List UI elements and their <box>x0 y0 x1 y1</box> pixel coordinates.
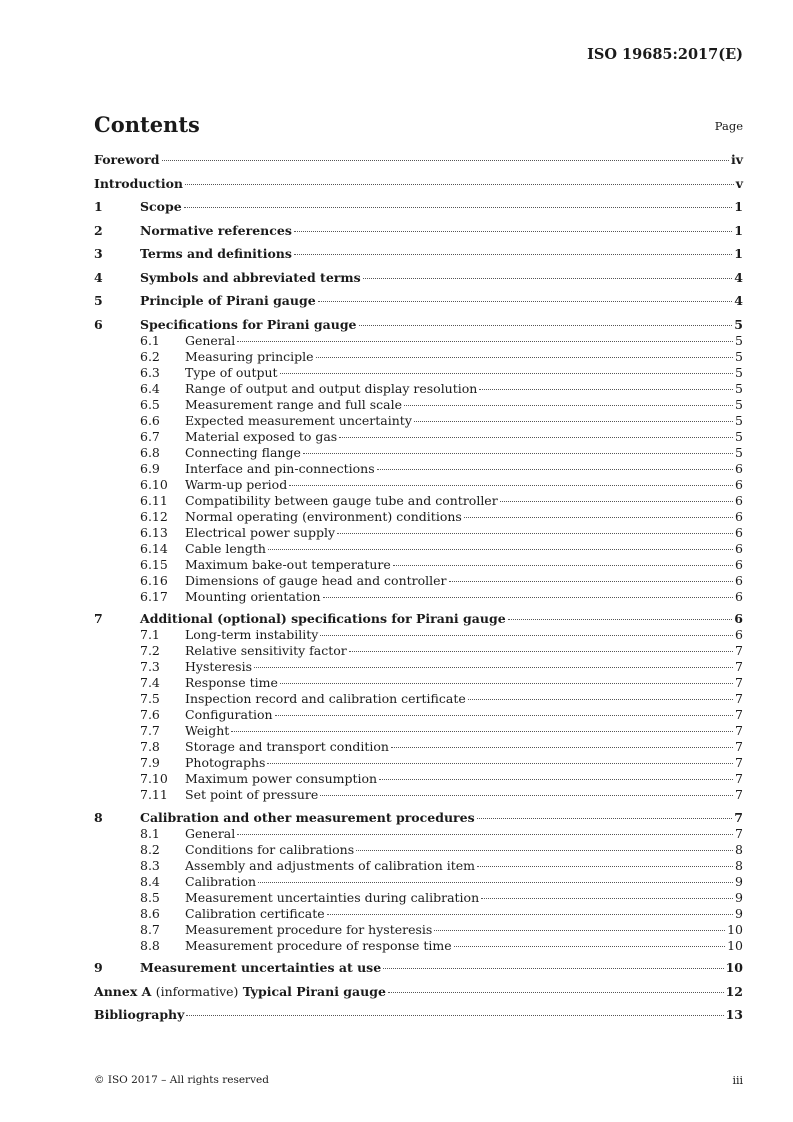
dot-leader <box>337 533 733 534</box>
toc-entry-number: 6.4 <box>140 380 160 396</box>
toc-entry-number: 8.8 <box>140 937 160 953</box>
dot-leader <box>162 160 729 161</box>
toc-entry[interactable] <box>94 675 743 691</box>
toc-entry-page: 4 <box>734 269 743 285</box>
toc-entry[interactable] <box>94 707 743 723</box>
toc-entry-page: 5 <box>735 364 743 380</box>
dot-leader <box>363 278 733 279</box>
toc-entry-title: Material exposed to gas <box>185 428 338 444</box>
toc-entry-title: General <box>185 825 236 841</box>
toc-entry-page: 13 <box>725 1007 743 1022</box>
toc-entry-number: 2 <box>94 222 103 238</box>
toc-entry[interactable] <box>94 509 743 525</box>
toc-entry-page: 6 <box>735 540 743 556</box>
toc-entry-number: 7.9 <box>140 755 160 770</box>
dot-leader <box>267 763 733 764</box>
toc-entry[interactable] <box>94 525 743 541</box>
dot-leader <box>477 866 733 867</box>
toc-entry[interactable] <box>94 589 743 605</box>
toc-entry-title: Assembly and adjustments of calibration item <box>185 857 475 873</box>
toc-entry-number: 6.17 <box>140 588 168 604</box>
toc-entry-title: Maximum bake-out temperature <box>185 556 391 572</box>
toc-entry-title: Specifications for Pirani gauge <box>140 316 357 332</box>
toc-entry-number: 7.8 <box>140 739 160 754</box>
toc-entry-page: 1 <box>734 246 743 261</box>
toc-entry[interactable] <box>94 445 743 461</box>
dot-leader <box>391 747 733 748</box>
toc-entry-title: Long-term instability <box>185 627 319 642</box>
toc-entry[interactable] <box>94 659 743 675</box>
toc-entry[interactable] <box>94 573 743 589</box>
toc-entry-page: 7 <box>735 659 743 674</box>
toc-entry-title: Inspection record and calibration certificate <box>185 691 466 706</box>
contents-title: Contents <box>94 112 200 137</box>
toc-entry[interactable] <box>94 349 743 365</box>
page-number-footer: iii <box>732 1074 743 1087</box>
toc-entry[interactable] <box>94 984 743 1004</box>
dot-leader <box>280 683 733 684</box>
toc-entry[interactable] <box>94 787 743 803</box>
toc-entry-title: Measuring principle <box>185 348 314 364</box>
toc-entry-number: 6.9 <box>140 460 160 476</box>
toc-entry-page: 5 <box>735 348 743 364</box>
toc-entry-page: 9 <box>735 889 743 905</box>
toc-entry-title: Maximum power consumption <box>185 771 378 786</box>
toc-entry[interactable] <box>94 739 743 755</box>
toc-entry-title: Normal operating (environment) conditions <box>185 508 462 524</box>
toc-entry-number: 7.6 <box>140 707 160 722</box>
toc-entry-page: 9 <box>735 905 743 921</box>
toc-entry-page: 6 <box>735 627 743 642</box>
toc-entry-number: 6.7 <box>140 428 160 444</box>
toc-entry[interactable] <box>94 906 743 922</box>
toc-entry[interactable] <box>94 270 743 290</box>
toc-entry-title: Expected measurement uncertainty <box>185 412 412 428</box>
toc-entry[interactable] <box>94 557 743 573</box>
dot-leader <box>481 898 733 899</box>
toc-entry-number: 8.6 <box>140 905 160 921</box>
toc-entry-title: Scope <box>140 199 182 214</box>
toc-entry-number: 7.3 <box>140 659 160 674</box>
toc-entry-number: 8.3 <box>140 857 160 873</box>
toc-entry[interactable] <box>94 874 743 890</box>
dot-leader <box>393 565 733 566</box>
toc-entry-page: 10 <box>727 921 743 937</box>
toc-entry-title: Conditions for calibrations <box>185 841 355 857</box>
toc-entry[interactable] <box>94 365 743 381</box>
dot-leader <box>508 619 733 620</box>
toc-entry-page: 6 <box>735 508 743 524</box>
toc-entry-page: 7 <box>735 787 743 802</box>
toc-entry-page: 6 <box>734 611 743 626</box>
toc-entry-title: Normative references <box>140 222 292 238</box>
dot-leader <box>258 882 733 883</box>
toc-entry-number: 7.4 <box>140 675 160 690</box>
toc-entry-number: 6.13 <box>140 524 168 540</box>
dot-leader <box>388 992 724 993</box>
dot-leader <box>323 597 734 598</box>
toc-entry[interactable] <box>94 723 743 739</box>
toc-entry-page: 6 <box>735 556 743 572</box>
toc-entry-number: 8.1 <box>140 825 160 841</box>
toc-entry-page: 5 <box>735 332 743 348</box>
toc-entry[interactable] <box>94 755 743 771</box>
toc-entry-page: 5 <box>735 380 743 396</box>
toc-entry-number: 6.3 <box>140 364 160 380</box>
toc-entry-number: 7.10 <box>140 771 168 786</box>
dot-leader <box>449 581 734 582</box>
toc-entry-number: 4 <box>94 269 103 285</box>
toc-entry-number: 8.2 <box>140 841 160 857</box>
dot-leader <box>500 501 733 502</box>
toc-entry-page: 7 <box>735 825 743 841</box>
toc-entry-page: 5 <box>735 396 743 412</box>
toc-entry-number: 6.12 <box>140 508 168 524</box>
toc-entry-page: 7 <box>735 691 743 706</box>
dot-leader <box>379 779 733 780</box>
toc-entry-number: 6.2 <box>140 348 160 364</box>
toc-entry-title: Connecting flange <box>185 444 301 460</box>
toc-entry-number: 5 <box>94 293 103 308</box>
toc-entry-page: 8 <box>735 841 743 857</box>
toc-entry-title: Storage and transport condition <box>185 739 389 754</box>
dot-leader <box>275 715 733 716</box>
toc-entry-page: 7 <box>735 675 743 690</box>
dot-leader <box>254 667 733 668</box>
toc-entry[interactable] <box>94 691 743 707</box>
toc-entry[interactable] <box>94 890 743 906</box>
toc-entry-title: Measurement procedure of response time <box>185 937 452 953</box>
toc-entry-page: 6 <box>735 476 743 492</box>
toc-entry-number: 7.1 <box>140 627 160 642</box>
toc-entry[interactable] <box>94 858 743 874</box>
dot-leader <box>231 731 733 732</box>
toc-entry[interactable] <box>94 960 743 980</box>
dot-leader <box>434 930 725 931</box>
dot-leader <box>289 485 733 486</box>
toc-entry-title: Calibration and other measurement procedures <box>140 809 475 825</box>
page-column-label: Page <box>714 119 743 133</box>
toc-entry-title-rest: Typical Pirani gauge <box>242 983 386 999</box>
toc-entry-page: 7 <box>735 643 743 658</box>
toc-entry-number: 6.8 <box>140 444 160 460</box>
toc-entry[interactable] <box>94 771 743 787</box>
toc-entry[interactable] <box>94 1007 743 1027</box>
toc-entry-number: 8.5 <box>140 889 160 905</box>
toc-entry[interactable] <box>94 429 743 445</box>
toc-entry-number: 6.15 <box>140 556 168 572</box>
toc-entry-page: 7 <box>735 739 743 754</box>
dot-leader <box>356 850 733 851</box>
toc-entry-page: 1 <box>734 222 743 238</box>
dot-leader <box>316 357 734 358</box>
toc-entry-number: 7 <box>94 611 103 626</box>
toc-entry-page: 5 <box>734 316 743 332</box>
toc-entry-title: Response time <box>185 675 278 690</box>
toc-entry-number: 6.16 <box>140 572 168 588</box>
toc-entry-title: Terms and definitions <box>140 246 292 261</box>
dot-leader <box>268 549 733 550</box>
toc-entry-page: 6 <box>735 572 743 588</box>
toc-entry[interactable] <box>94 176 743 196</box>
toc-entry-number: 8 <box>94 809 103 825</box>
toc-entry[interactable] <box>94 842 743 858</box>
toc-entry-page: v <box>735 175 743 191</box>
toc-entry-title: Measurement uncertainties at use <box>140 960 382 975</box>
toc-entry-page: 7 <box>734 809 743 825</box>
toc-entry-title: Set point of pressure <box>185 787 319 802</box>
toc-entry-title: Configuration <box>185 707 273 722</box>
toc-entry[interactable] <box>94 627 743 643</box>
dot-leader <box>383 968 723 969</box>
toc-entry-title: Compatibility between gauge tube and controller <box>185 492 498 508</box>
toc-entry-page: 6 <box>735 492 743 508</box>
toc-entry-page: iv <box>730 152 743 167</box>
copyright-footer: © ISO 2017 – All rights reserved <box>94 1074 269 1086</box>
toc-entry-page: 6 <box>735 460 743 476</box>
dot-leader <box>404 405 733 406</box>
toc-entry-title: Measurement uncertainties during calibration <box>185 889 480 905</box>
dot-leader <box>414 421 733 422</box>
toc-entry-page: 5 <box>735 444 743 460</box>
toc-entry-page: 4 <box>734 293 743 308</box>
toc-entry[interactable] <box>94 223 743 243</box>
toc-entry[interactable] <box>94 246 743 266</box>
dot-leader <box>186 1015 723 1016</box>
toc-entry-number: 6.10 <box>140 476 168 492</box>
toc-entry-title: Electrical power supply <box>185 524 336 540</box>
toc-entry-title: Calibration <box>185 873 257 889</box>
toc-entry-title: Principle of Pirani gauge <box>140 293 316 308</box>
toc-entry-title: Measurement range and full scale <box>185 396 403 412</box>
dot-leader <box>479 389 733 390</box>
dot-leader <box>468 699 733 700</box>
toc-entry-page: 7 <box>735 755 743 770</box>
toc-entry-title: Warm-up period <box>185 476 288 492</box>
toc-entry-title-note: (informative) <box>155 983 239 999</box>
toc-entry-number: 6.6 <box>140 412 160 428</box>
toc-entry-number: 6.14 <box>140 540 168 556</box>
dot-leader <box>454 946 725 947</box>
dot-leader <box>320 635 733 636</box>
dot-leader <box>185 184 734 185</box>
dot-leader <box>237 834 733 835</box>
toc-entry-number: 7.2 <box>140 643 160 658</box>
toc-entry-number: 3 <box>94 246 103 261</box>
toc-entry-title: Calibration certificate <box>185 905 325 921</box>
toc-entry-title: Hysteresis <box>185 659 252 674</box>
dot-leader <box>339 437 733 438</box>
toc-entry-page: 7 <box>735 771 743 786</box>
toc-entry-page: 8 <box>735 857 743 873</box>
standard-id: ISO 19685:2017(E) <box>587 46 743 63</box>
toc-entry[interactable] <box>94 541 743 557</box>
toc-entry-title: Introduction <box>94 175 184 191</box>
toc-entry[interactable] <box>94 199 743 219</box>
dot-leader <box>294 254 732 255</box>
toc-entry-title <box>94 984 386 999</box>
dot-leader <box>327 914 733 915</box>
toc-entry-title: Type of output <box>185 364 278 380</box>
toc-entry[interactable] <box>94 413 743 429</box>
toc-entry-number: 7.5 <box>140 691 160 706</box>
dot-leader <box>318 301 733 302</box>
toc-entry-title: Range of output and output display resolution <box>185 380 478 396</box>
toc-entry-page: 9 <box>735 873 743 889</box>
toc-entry-title-main: Annex A <box>94 983 152 999</box>
dot-leader <box>303 453 733 454</box>
toc-entry-title: General <box>185 332 236 348</box>
toc-entry-title: Cable length <box>185 540 266 556</box>
dot-leader <box>359 325 733 326</box>
toc-entry-page: 7 <box>735 723 743 738</box>
dot-leader <box>280 373 733 374</box>
toc-entry-number: 6.5 <box>140 396 160 412</box>
toc-entry-page: 5 <box>735 412 743 428</box>
dot-leader <box>294 231 732 232</box>
toc-entry-number: 7.11 <box>140 787 168 802</box>
toc-entry[interactable] <box>94 826 743 842</box>
toc-entry[interactable] <box>94 922 743 938</box>
toc-entry-number: 8.7 <box>140 921 160 937</box>
toc-entry-number: 6.1 <box>140 332 160 348</box>
dot-leader <box>184 207 733 208</box>
toc-entry[interactable] <box>94 493 743 509</box>
toc-entry-title: Relative sensitivity factor <box>185 643 347 658</box>
toc-entry-number: 9 <box>94 960 103 975</box>
toc-entry-page: 12 <box>725 983 743 999</box>
toc-entry-page: 10 <box>725 960 743 975</box>
toc-entry-title: Mounting orientation <box>185 588 321 604</box>
toc-entry-page: 5 <box>735 428 743 444</box>
toc-entry[interactable] <box>94 397 743 413</box>
toc-entry[interactable] <box>94 477 743 493</box>
toc-entry-title: Additional (optional) specifications for Pirani gauge <box>140 611 506 626</box>
toc-entry[interactable] <box>94 461 743 477</box>
toc-entry-title: Foreword <box>94 152 160 167</box>
toc-entry-number: 8.4 <box>140 873 160 889</box>
dot-leader <box>464 517 733 518</box>
toc-entry-title: Interface and pin-connections <box>185 460 375 476</box>
dot-leader <box>237 341 733 342</box>
toc-entry-number: 1 <box>94 199 103 214</box>
toc-entry[interactable] <box>94 381 743 397</box>
toc-entry-page: 10 <box>727 937 743 953</box>
toc-entry-page: 7 <box>735 707 743 722</box>
toc-entry-title: Weight <box>185 723 230 738</box>
toc-entry[interactable] <box>94 643 743 659</box>
toc-entry-title: Measurement procedure for hysteresis <box>185 921 433 937</box>
toc-entry[interactable] <box>94 293 743 313</box>
dot-leader <box>377 469 733 470</box>
toc-entry-page: 1 <box>734 199 743 214</box>
dot-leader <box>320 795 733 796</box>
toc-entry[interactable] <box>94 152 743 172</box>
toc-entry-title: Bibliography <box>94 1007 185 1022</box>
dot-leader <box>349 651 733 652</box>
toc-entry-title: Dimensions of gauge head and controller <box>185 572 447 588</box>
toc-entry-title: Symbols and abbreviated terms <box>140 269 361 285</box>
toc-entry-title: Photographs <box>185 755 266 770</box>
toc-entry-number: 6 <box>94 316 103 332</box>
toc-entry[interactable] <box>94 938 743 954</box>
dot-leader <box>477 818 733 819</box>
toc-entry-number: 6.11 <box>140 492 168 508</box>
toc-entry[interactable] <box>94 333 743 349</box>
toc-entry-page: 6 <box>735 524 743 540</box>
toc-entry-page: 6 <box>735 588 743 604</box>
toc-entry-number: 7.7 <box>140 723 160 738</box>
